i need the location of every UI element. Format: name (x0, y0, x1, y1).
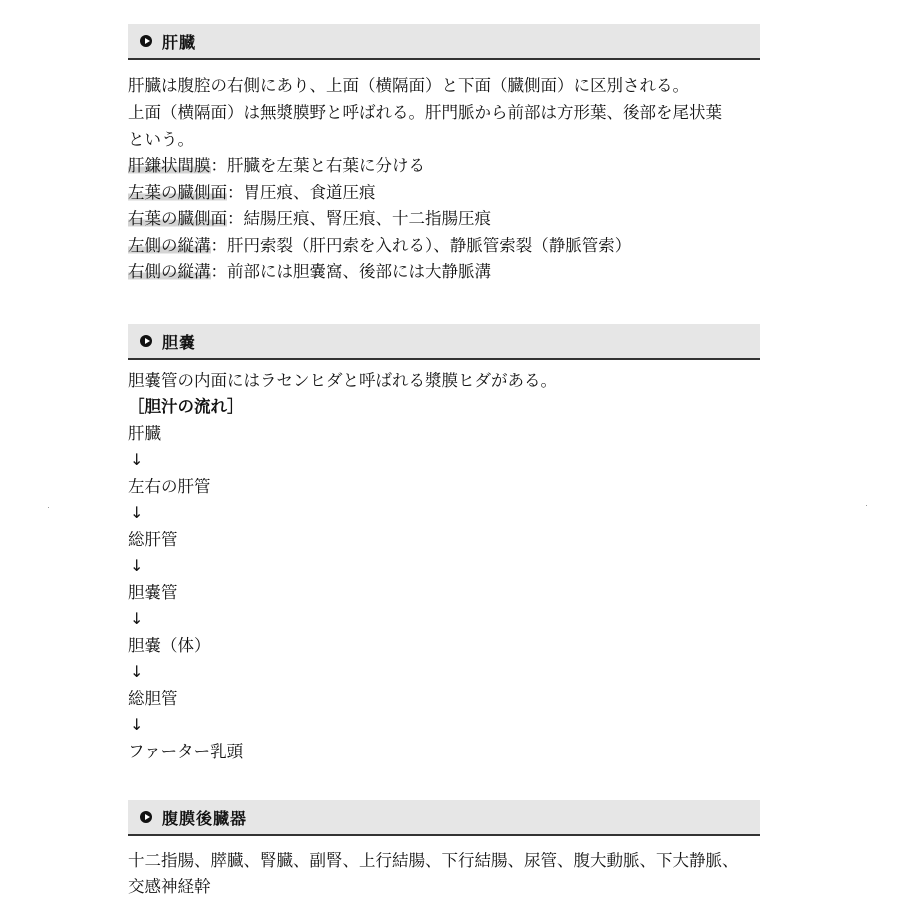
section-title: 腹膜後臓器 (162, 808, 248, 828)
definition-term: 左側の縦溝 (128, 236, 211, 255)
flow-step: 肝臓 (128, 424, 161, 443)
definition-term: 右側の縦溝 (128, 262, 211, 281)
definition-term: 右葉の臓側面 (128, 209, 227, 228)
down-arrow-icon: ↓ (130, 609, 144, 628)
flow-step: 胆嚢管 (128, 583, 178, 602)
paragraph-line: 胆嚢管の内面にはラセンヒダと呼ばれる漿膜ヒダがある。 (128, 371, 557, 390)
play-circle-icon (140, 335, 152, 347)
flow-step: 左右の肝管 (128, 477, 211, 496)
down-arrow-icon: ↓ (130, 715, 144, 734)
definition-desc: ：胃圧痕、食道圧痕 (227, 183, 376, 202)
paragraph-line: という。 (128, 130, 194, 149)
flow-heading: ［胆汁の流れ］ (128, 397, 244, 416)
definition-row (128, 153, 778, 179)
definition-desc: ：前部には胆嚢窩、後部には大静脈溝 (210, 262, 491, 281)
flow-step: 胆嚢（体） (128, 636, 211, 655)
play-circle-icon (140, 811, 152, 823)
definition-term: 肝鎌状間膜 (128, 156, 211, 175)
section-title: 肝臓 (162, 32, 197, 52)
paragraph-line: 肝臓は腹腔の右側にあり、上面（横隔面）と下面（臓側面）に区別される。 (128, 76, 689, 95)
down-arrow-icon: ↓ (130, 503, 144, 522)
scan-speck (866, 505, 867, 506)
down-arrow-icon: ↓ (130, 662, 144, 681)
definition-row (128, 180, 778, 206)
down-arrow-icon: ↓ (130, 556, 144, 575)
scan-speck (48, 507, 49, 508)
definition-desc: ：結腸圧痕、腎圧痕、十二指腸圧痕 (227, 209, 491, 228)
definition-row (128, 206, 778, 232)
section-header-liver (128, 24, 760, 60)
flow-step: 総胆管 (128, 689, 178, 708)
definition-desc: ：肝円索裂（肝円索を入れる）、静脈管索裂（静脈管索） (210, 236, 632, 255)
definition-desc: ：肝臓を左葉と右葉に分ける (210, 156, 425, 175)
section-header-gallbladder (128, 324, 760, 360)
definition-row (128, 233, 778, 259)
down-arrow-icon: ↓ (130, 450, 144, 469)
definition-term: 左葉の臓側面 (128, 183, 227, 202)
paragraph-line: 交感神経幹 (128, 877, 211, 896)
section-header-retroperitoneal (128, 800, 760, 836)
flow-step: ファーター乳頭 (128, 742, 244, 761)
flow-step: 総肝管 (128, 530, 178, 549)
definition-row (128, 259, 778, 285)
section-title: 胆嚢 (162, 332, 197, 352)
paragraph-line: 上面（横隔面）は無漿膜野と呼ばれる。肝門脈から前部は方形葉、後部を尾状葉 (128, 103, 722, 122)
paragraph-line: 十二指腸、膵臓、腎臓、副腎、上行結腸、下行結腸、尿管、腹大動脈、下大静脈、 (128, 851, 739, 870)
play-circle-icon (140, 35, 152, 47)
